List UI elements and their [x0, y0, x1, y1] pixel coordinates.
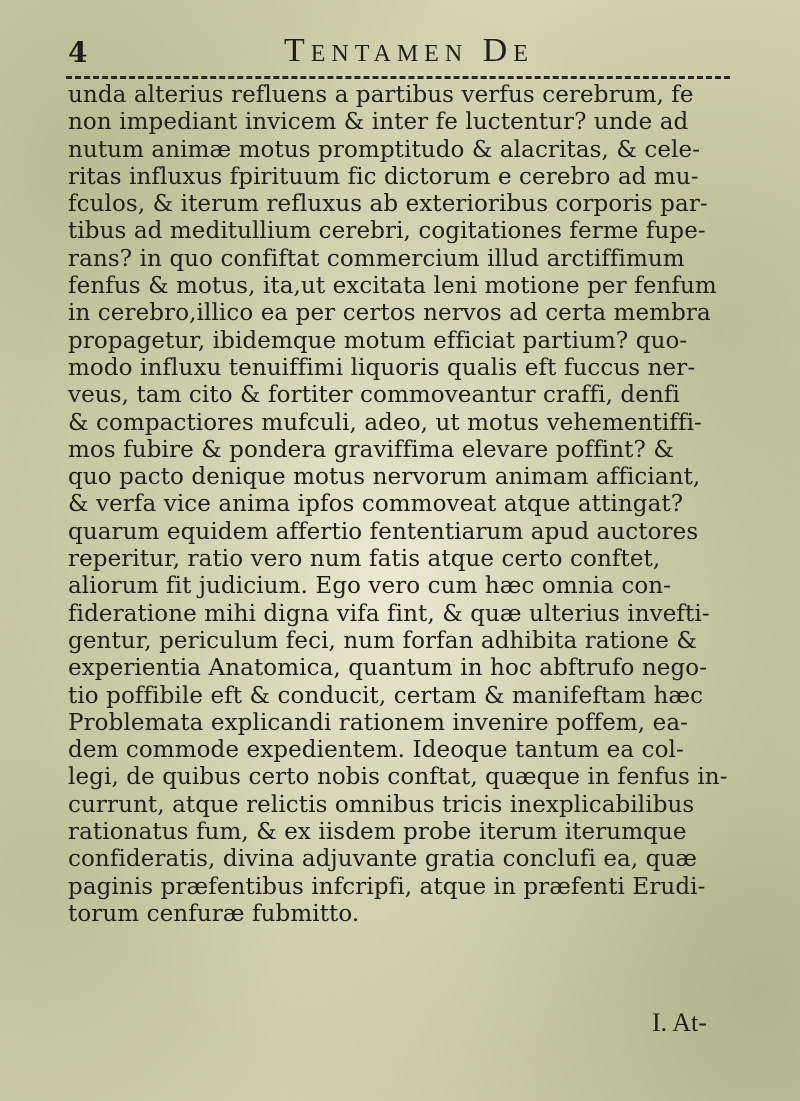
- text-line: aliorum fit judicium. Ego vero cum hæc omnia con-: [68, 573, 672, 600]
- text-line: & compactiores mufculi, adeo, ut motus vehementiffi-: [68, 409, 702, 436]
- text-line: fenfus & motus, ita,ut excitata leni motione per fenfum: [68, 273, 717, 300]
- text-line: fideratione mihi digna vifa fint, & quæ ulterius invefti-: [68, 600, 710, 627]
- header-rule: [66, 76, 730, 79]
- catchword: I. At-: [652, 1008, 707, 1037]
- text-line: quarum equidem affertio fententiarum apud auctores: [68, 518, 699, 545]
- text-line: reperitur, ratio vero num fatis atque certo conftet,: [68, 546, 661, 573]
- text-line: confideratis, divina adjuvante gratia conclufi ea, quæ: [68, 846, 698, 873]
- text-line: quo pacto denique motus nervorum animam afficiant,: [68, 464, 701, 491]
- text-line: currunt, atque relictis omnibus tricis inexplicabilibus: [68, 791, 695, 818]
- text-line: gentur, periculum feci, num forfan adhibita ratione &: [68, 627, 698, 654]
- text-line: rans? in quo confiftat commercium illud arctiffimum: [68, 245, 685, 272]
- text-line: nutum animæ motus promptitudo & alacritas, & cele-: [68, 136, 701, 163]
- body-text: [68, 82, 748, 928]
- text-line: torum cenfuræ fubmitto.: [68, 900, 360, 927]
- text-line: propagetur, ibidemque motum efficiat partium? quo-: [68, 327, 688, 354]
- page-header: [66, 28, 730, 78]
- page-number: 4: [68, 36, 89, 69]
- text-line: modo influxu tenuiffimi liquoris qualis eft fuccus ner-: [68, 354, 696, 381]
- text-line: non impediant invicem & inter fe luctentur? unde ad: [68, 109, 689, 136]
- text-line: tibus ad meditullium cerebri, cogitationes ferme fupe-: [68, 218, 706, 245]
- text-line: ritas influxus fpirituum fic dictorum e cerebro ad mu-: [68, 163, 699, 190]
- text-line: veus, tam cito & fortiter commoveantur craffi, denfi: [68, 382, 680, 409]
- running-title: Tentamen De: [284, 32, 534, 69]
- text-line: in cerebro,illico ea per certos nervos ad certa membra: [68, 300, 711, 327]
- text-line: legi, de quibus certo nobis conftat, quæque in fenfus in-: [68, 764, 728, 791]
- text-line: fculos, & iterum refluxus ab exterioribus corporis par-: [68, 191, 708, 218]
- text-line: experientia Anatomica, quantum in hoc abftrufo nego-: [68, 655, 708, 682]
- text-line: unda alterius refluens a partibus verfus cerebrum, fe: [68, 82, 694, 108]
- text-line: mos fubire & pondera graviffima elevare poffint? &: [68, 436, 674, 463]
- text-line: & verfa vice anima ipfos commoveat atque attingat?: [68, 491, 684, 518]
- text-line: Problemata explicandi rationem invenire poffem, ea-: [68, 709, 689, 736]
- text-line: tio poffibile eft & conducit, certam & manifeftam hæc: [68, 682, 704, 709]
- text-line: rationatus fum, & ex iisdem probe iterum iterumque: [68, 819, 687, 846]
- text-line: dem commode expedientem. Ideoque tantum ea col-: [68, 737, 684, 764]
- text-line: paginis præfentibus infcripfi, atque in præfenti Erudi-: [68, 873, 706, 900]
